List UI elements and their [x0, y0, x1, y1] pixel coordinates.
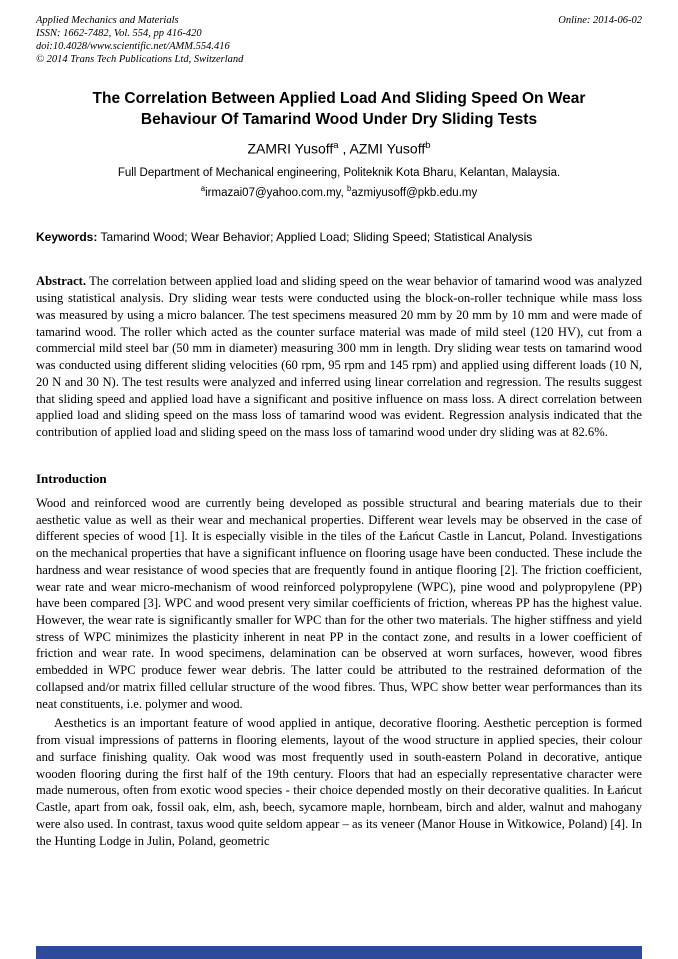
introduction-paragraph-2: Aesthetics is an important feature of wood applied in antique, decorative flooring. Aesthetic perception is formed from visual impressions of patterns in flooring elements, layout of the wood structure in applied species, their colour and surface finishing quality. Oak wood was most frequently used in south-eastern Poland in decorative, antique wooden flooring during the first half of the 19th century. Floors that had an especially representative character were made numerous, often from exotic wood species - their choice depended mostly on their decorative qualities. In Łańcut Castle, apart from oak, fossil oak, elm, ash, beech, sycamore maple, hornbeam, birch and alder, walnut and mahogany were also used. In contrast, taxus wood quite seldom appear – as its veneer (Manor House in Witkowice, Poland) [4]. In the Hunting Lodge in Julin, Poland, geometric [36, 716, 642, 848]
author-name-1: ZAMRI Yusoff [247, 140, 334, 157]
journal-header [36, 14, 642, 66]
introduction-paragraph-1: Wood and reinforced wood are currently being developed as possible structural and bearing materials due to their aesthetic value as well as their wear and mechanical properties. Different wear levels may be observed in the case of different species of wood [1]. It is especially visible in the tiles of the Łańcut Castle in Lancut, Poland. Investigations on the mechanical properties that have a significant influence on flooring usage have been conducted. These include the hardness and wear resistance of wood species that are frequently found in antique flooring [2]. The friction coefficient, wear rate and wear micro-mechanism of wood reinforced polypropylene (WPC), pine wood and polypropylene (PP) have been compared [3]. WPC and wood present very similar coefficients of friction, whereas PP has the highest value. However, the wear rate is significantly smaller for WPC than for the other two materials. The higher stiffness and yield stress of WPC minimizes the plasticity inherent in neat PP in the contact zone, and results in a lower coefficient of friction and wear rate. In wood specimens, delamination can be observed at worn surfaces, however, wood fibres embedded in WPC produce fewer wear debris. The latter could be attributed to the restrained deformation of the collapsed and/or matrix filled cellular structure of the wood fibres. Thus, WPC show better wear performances than its neat constituents, i.e. polymer and wood. [36, 495, 642, 711]
keywords-label: Keywords: [36, 230, 98, 245]
keywords-line [36, 229, 642, 245]
journal-info-block [36, 14, 243, 66]
email-address-1: irmazai07@yahoo.com.my, [205, 187, 344, 200]
email-affiliation-mark-1: a [200, 184, 206, 194]
doi-line: doi:10.4028/www.scientific.net/AMM.554.416 [36, 41, 230, 53]
journal-name: Applied Mechanics and Materials [36, 15, 179, 26]
emails-line [36, 184, 642, 199]
keywords-text: Tamarind Wood; Wear Behavior; Applied Load; Sliding Speed; Statistical Analysis [97, 230, 533, 245]
section-heading-introduction: Introduction [36, 470, 107, 486]
affiliation-line: Full Department of Mechanical engineering, Politeknik Kota Bharu, Kelantan, Malaysia. [117, 167, 561, 180]
email-address-2: azmiyusoff@pkb.edu.my [351, 187, 478, 200]
authors-separator: , [338, 140, 350, 157]
abstract-label: Abstract. [36, 274, 87, 289]
footer-banner [36, 946, 642, 959]
copyright-line: © 2014 Trans Tech Publications Ltd, Switzerland [36, 54, 244, 66]
email-affiliation-mark-2: b [346, 184, 352, 194]
author-name-2: AZMI Yusoff [349, 140, 426, 157]
author-affiliation-mark-1: a [333, 139, 339, 151]
online-date: Online: 2014-06-02 [558, 15, 642, 26]
paper-title: The Correlation Between Applied Load And Sliding Speed On Wear Behaviour Of Tamarind Wood Under Dry Sliding Tests [92, 90, 586, 129]
author-affiliation-mark-2: b [425, 139, 431, 151]
authors-line [36, 140, 642, 157]
abstract-text: The correlation between applied load and sliding speed on the wear behavior of tamarind wood was analyzed using statistical analysis. Dry sliding wear tests were conducted using the block-on-roller technique while mass loss was measured by using a micro balancer. The test specimens measured 20 mm by 20 mm by 10 mm and were made of tamarind wood. The roller which acted as the counter surface material was made of mild steel (120 HV), cut from a commercial mild steel bar (50 mm in diameter) measuring 300 mm in length. Dry sliding wear tests on tamarind wood was conducted using different sliding velocities (60 rpm, 95 rpm and 145 rpm) and applied using different loads (10 N, 20 N and 30 N). The test results were analyzed and inferred using linear correlation and regression. The results suggest that sliding speed and applied load have a significant and positive influence on mass loss. A direct correlation between applied load and sliding speed on the mass loss of tamarind wood was evident. Regression analysis indicated that the contribution of applied load and sliding speed on the mass loss of tamarind wood under dry sliding was at 82.6%. [36, 274, 642, 440]
issn-volume-line: ISSN: 1662-7482, Vol. 554, pp 416-420 [36, 28, 202, 40]
abstract-paragraph [36, 273, 642, 440]
